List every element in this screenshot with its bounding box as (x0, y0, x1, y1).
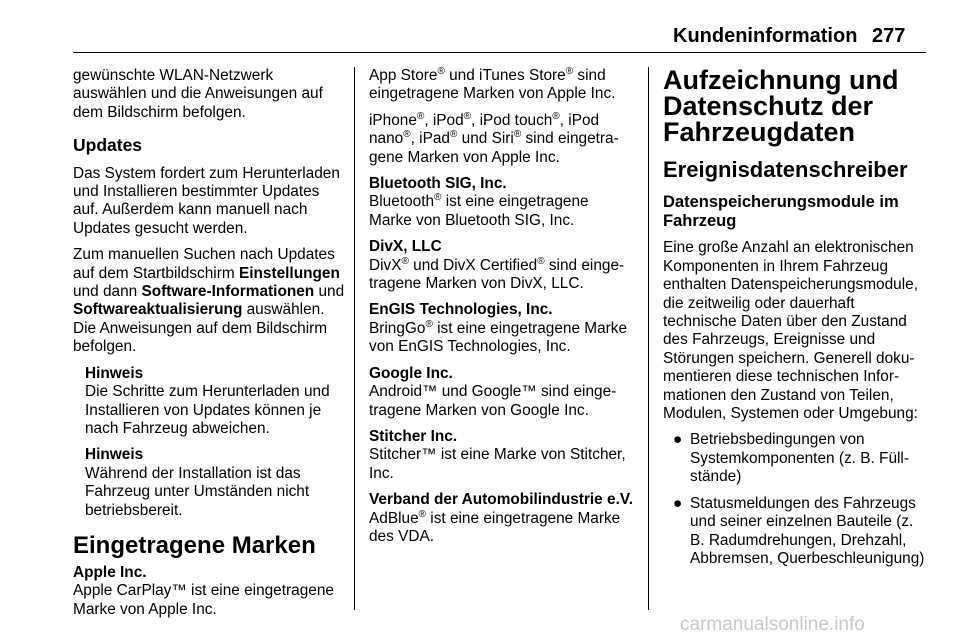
menu-term-software-informationen: Software-Informationen (141, 283, 315, 301)
registered-mark: ® (552, 110, 560, 122)
registered-mark: ® (416, 110, 425, 122)
note-label: Hinweis (85, 364, 144, 382)
registered-mark: ® (463, 110, 472, 122)
column-2 (369, 67, 635, 554)
trademark-divx (369, 238, 635, 293)
text-run: und dann (73, 283, 142, 301)
text-run: Zum manuellen Suchen nach Updates auf dem Startbildschirm (73, 246, 335, 282)
intro-text: gewünschte WLAN-Netzwerk auswählen und die Anweisungen auf dem Bildschirm befolgen. (73, 67, 323, 121)
bullet-icon: ● (673, 431, 683, 449)
registered-mark: ® (401, 255, 409, 267)
updates-paragraph-2 (73, 246, 345, 356)
registered-mark: ® (537, 255, 545, 267)
entry-label: Verband der Automobilindustrie e.V. (369, 491, 633, 509)
text-run: sind eingetragene Marken von Apple Inc. (369, 67, 616, 103)
entry-text: Stitcher™ ist eine Marke von Stitcher, Inc. (369, 446, 626, 482)
registered-mark: ® (437, 65, 445, 77)
text-run: ist eine eingetragene Marke von Bluetooth SIG, Inc. (369, 193, 589, 229)
header-rule (73, 52, 926, 53)
trademark-apple (73, 564, 345, 619)
appstore-text (369, 67, 635, 104)
text-run: ist eine eingetragene Marke von EnGIS Technologies, Inc. (369, 319, 628, 356)
trademarks-heading: Eingetragene Marken (73, 531, 316, 559)
text-run: iPhone (369, 111, 417, 129)
body-text: Eine große Anzahl an elektronischen Komponenten in Ihrem Fahrzeug enthalten Datenspeicherungsmodule, die zeitweilig oder dauerhaft technische Daten über den Zustand des Fahrzeugs, Ereignisse und Störungen speichern. Generell dokumentieren diese technischen Informationen den Zustand von Teilen, Modulen, Systemen oder Umgebung: (663, 239, 918, 423)
text-run: sind eingetragene Marken von DivX, LLC. (369, 256, 625, 293)
text-run: ist eine eingetragene Marke des VDA. (369, 509, 621, 545)
text-run: und iTunes Store (444, 67, 566, 84)
text-run: sind eingetragene Marken von Apple Inc. (369, 130, 619, 166)
registered-mark: ® (425, 318, 433, 330)
registered-mark: ® (434, 192, 442, 204)
section-subtitle: Ereignisdatenschreiber (663, 157, 908, 182)
bullet-icon: ● (673, 494, 683, 512)
list-item (663, 495, 928, 569)
note-2 (73, 446, 345, 520)
text-run: , iPod (424, 111, 464, 129)
registered-mark: ® (449, 129, 458, 141)
trademark-engis (369, 301, 635, 356)
column-1 (73, 67, 345, 627)
entry-label: EnGIS Technologies, Inc. (369, 301, 553, 319)
text-run: und (314, 283, 345, 301)
iphone-text (369, 112, 635, 167)
entry-text: Android™ und Google™ sind eingetragene Marken von Google Inc. (369, 383, 617, 419)
entry-label: Bluetooth SIG, Inc. (369, 175, 507, 193)
entry-label: DivX, LLC (369, 238, 442, 256)
registered-mark: ® (403, 129, 411, 141)
note-text: Die Schritte zum Herunterladen und Installieren von Updates können je nach Fahrzeug abweichen. (85, 383, 330, 437)
list-item-text: Statusmeldungen des Fahrzeugs und seiner einzelnen Bauteile (z. B. Radumdrehungen, Drehzahl, Abbremsen, Querbeschleunigung) (690, 494, 925, 567)
text-run: AdBlue (369, 509, 419, 527)
entry-label: Stitcher Inc. (369, 427, 458, 445)
text-run: , iPod nano (369, 111, 600, 148)
column-divider-2 (648, 67, 649, 610)
column-3 (663, 67, 928, 576)
trademark-google (369, 365, 635, 420)
watermark: carmanualsonline.info (680, 614, 865, 635)
registered-mark: ® (418, 508, 427, 520)
section-title: Aufzeichnung und Datenschutz der Fahrzeugdaten (663, 65, 899, 147)
text-run: auswählen. Die Anweisungen auf dem Bildschirm befolgen. (73, 301, 328, 356)
text-run: und DivX Certified (408, 256, 538, 274)
updates-heading: Updates (73, 135, 143, 156)
updates-paragraph-1: Das System fordert zum Herunterladen und Installieren bestimmter Updates auf. Außerdem kann manuell nach Updates gesucht werden. (73, 164, 340, 237)
subsection-heading: Datenspeicherungsmodule im Fahrzeug (663, 193, 899, 231)
header-title: Kundeninformation (673, 25, 858, 47)
registered-mark: ® (565, 65, 574, 77)
menu-term-einstellungen: Einstellungen (238, 264, 340, 282)
note-1 (73, 365, 345, 439)
page-number: 277 (872, 25, 906, 47)
list-item-text: Betriebsbedingungen von Systemkomponenten (z. B. Füllstände) (690, 431, 909, 486)
page-header (0, 25, 960, 55)
text-run: App Store (369, 67, 438, 84)
trademark-stitcher (369, 428, 635, 483)
text-run: und Siri (457, 130, 514, 148)
list-item (663, 431, 928, 486)
text-run: , iPad (410, 130, 450, 148)
note-label: Hinweis (85, 446, 144, 464)
text-run: DivX (369, 256, 402, 274)
registered-mark: ® (513, 129, 522, 141)
entry-label: Google Inc. (369, 364, 453, 382)
entry-label: Apple Inc. (73, 563, 147, 581)
text-run: BringGo (369, 319, 426, 337)
bullet-list (663, 431, 928, 568)
trademark-vda (369, 491, 635, 546)
column-divider-1 (354, 67, 355, 610)
menu-term-softwareaktualisierung: Softwareaktualisierung (73, 301, 243, 319)
note-text: Während der Installation ist das Fahrzeug unter Umständen nicht betriebsbereit. (85, 464, 310, 519)
text-run: Bluetooth (369, 193, 435, 211)
trademark-bluetooth (369, 175, 635, 230)
text-run: , iPod touch (471, 111, 553, 129)
entry-text: Apple CarPlay™ ist eine eingetragene Marke von Apple Inc. (73, 582, 334, 618)
